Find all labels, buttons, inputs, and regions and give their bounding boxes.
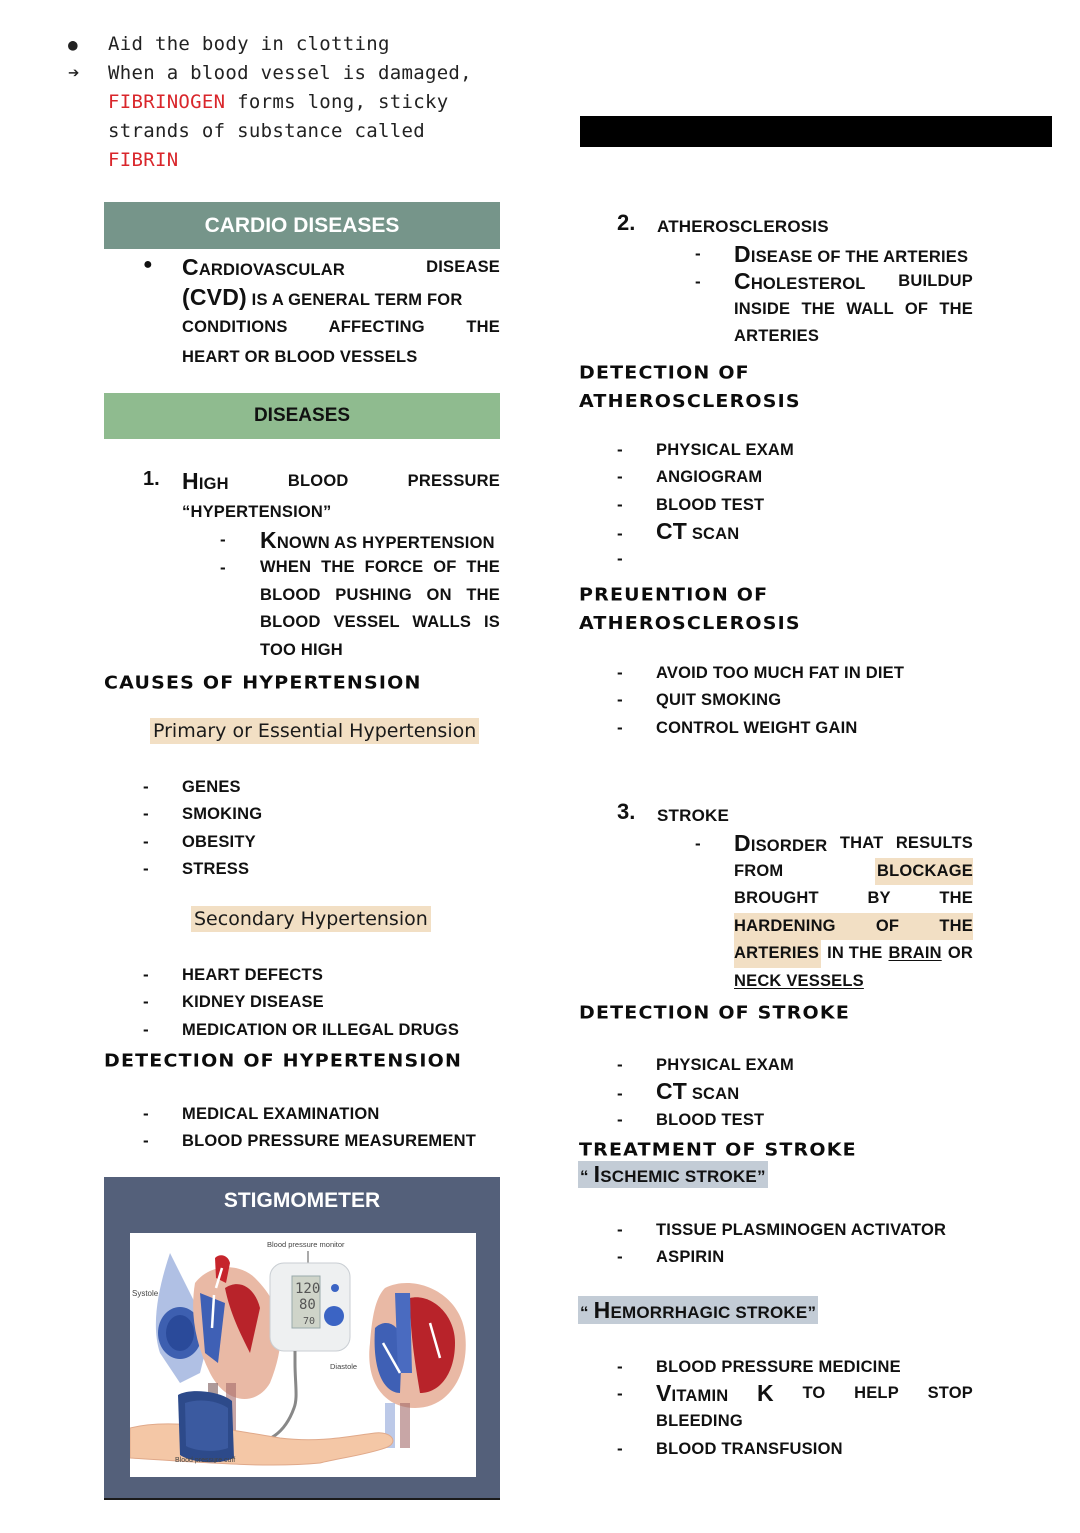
highlight-arteries: ARTERIES bbox=[734, 940, 821, 968]
list-item: - BLOOD PRESSURE MEDICINE bbox=[617, 1357, 901, 1376]
highlight-blockage: BLOCKAGE bbox=[875, 858, 973, 886]
dash-bullet: - bbox=[220, 558, 226, 577]
arrow-right-icon: ➔ bbox=[68, 62, 80, 84]
list-item: - PHYSICAL EXAM bbox=[617, 440, 794, 459]
list-item: - PHYSICAL EXAM bbox=[617, 1055, 794, 1074]
secondary-causes-list bbox=[143, 961, 503, 1043]
ischemic-stroke-label: “ ISCHEMIC STROKE” bbox=[580, 1161, 766, 1187]
detection-atherosclerosis-list bbox=[617, 436, 977, 572]
dash-bullet: - bbox=[695, 272, 701, 291]
list-item-empty: - bbox=[617, 549, 623, 569]
underline-brain: BRAIN bbox=[888, 944, 942, 962]
bullet-icon: ● bbox=[143, 256, 153, 273]
svg-text:80: 80 bbox=[299, 1297, 316, 1313]
hemorrhagic-treatment-list: - BLOOD PRESSURE MEDICINE - VITAMIN K TO HELP STOP BLEEDING - BLOOD TRANSFUSION bbox=[617, 1353, 977, 1380]
list-item: - CONTROL WEIGHT GAIN bbox=[617, 717, 858, 737]
list-item: - BLOOD TRANSFUSION bbox=[617, 1438, 843, 1458]
stigmometer-title: STIGMOMETER bbox=[223, 1189, 381, 1212]
intro-arrow-line: ➔ When a blood vessel is damaged, bbox=[68, 59, 528, 88]
list-item: - BLOOD TEST bbox=[617, 494, 765, 514]
svg-text:Diastole: Diastole bbox=[330, 1362, 358, 1371]
redaction-bar bbox=[580, 116, 1052, 147]
detection-hypertension-list bbox=[143, 1100, 503, 1155]
list-item: - GENES bbox=[143, 777, 241, 796]
list-item: - MEDICAL EXAMINATION bbox=[143, 1104, 380, 1123]
list-item: - ASPIRIN bbox=[617, 1247, 725, 1267]
dash-bullet: - bbox=[695, 244, 701, 263]
diseases-header: DISEASES bbox=[104, 393, 500, 439]
prevention-atherosclerosis-list bbox=[617, 659, 977, 741]
list-item: - STRESS bbox=[143, 858, 250, 878]
list-number: 3. bbox=[617, 799, 636, 824]
highlight-hardening: HARDENING OF THE bbox=[734, 913, 973, 941]
dash-bullet: - bbox=[695, 834, 701, 853]
primary-hypertension-label: Primary or Essential Hypertension bbox=[150, 718, 479, 744]
ischemic-treatment-list bbox=[617, 1216, 977, 1271]
causes-heading: CAUSES OF HYPERTENSION bbox=[104, 672, 422, 694]
list-item: - OBESITY bbox=[143, 831, 256, 851]
bullet-icon: ● bbox=[68, 35, 78, 54]
list-item: - HEART DEFECTS bbox=[143, 965, 324, 984]
intro-bullet-line: ● Aid the body in clotting bbox=[68, 30, 528, 59]
detection-atherosclerosis-heading: DETECTION OF ATHEROSCLEROSIS bbox=[579, 362, 801, 412]
prevention-atherosclerosis-heading: PREUENTION OF ATHEROSCLEROSIS bbox=[579, 584, 801, 634]
fibrin-term: FIBRIN bbox=[108, 149, 179, 171]
list-item: - KIDNEY DISEASE bbox=[143, 992, 324, 1012]
list-item: - CT SCAN bbox=[617, 1078, 740, 1105]
list-item: - SMOKING bbox=[143, 804, 263, 824]
secondary-hypertension-label: Secondary Hypertension bbox=[191, 906, 431, 932]
list-item: - BLOOD TEST bbox=[617, 1109, 765, 1129]
svg-text:Blood pressure cuff: Blood pressure cuff bbox=[175, 1457, 236, 1464]
list-item: - QUIT SMOKING bbox=[617, 690, 782, 710]
cardio-diseases-header: CARDIO DISEASES bbox=[104, 202, 500, 249]
blood-pressure-illustration bbox=[130, 1233, 476, 1477]
list-item: - TISSUE PLASMINOGEN ACTIVATOR bbox=[617, 1220, 947, 1239]
arm-with-cuff-icon bbox=[130, 1391, 393, 1465]
list-item: - CT SCAN bbox=[617, 517, 740, 544]
list-number: 2. bbox=[617, 210, 636, 235]
list-item: - MEDICATION OR ILLEGAL DRUGS bbox=[143, 1019, 460, 1039]
fibrinogen-term: FIBRINOGEN bbox=[108, 91, 226, 113]
svg-text:Blood pressure monitor: Blood pressure monitor bbox=[267, 1240, 345, 1249]
list-item: VITAMIN K TO HELP STOP BLEEDING bbox=[656, 1380, 973, 1430]
underline-neck-vessels: NECK VESSELS bbox=[734, 971, 864, 990]
list-number: 1. bbox=[143, 468, 160, 490]
list-item: - AVOID TOO MUCH FAT IN DIET bbox=[617, 663, 905, 682]
intro-block: ● Aid the body in clotting ➔ When a blood vessel is damaged, FIBRINOGEN forms long, sticky strands of substance called FIBRIN bbox=[68, 30, 528, 175]
stigmometer-panel bbox=[104, 1177, 500, 1500]
detection-stroke-heading: DETECTION OF STROKE bbox=[579, 1002, 851, 1024]
svg-text:Systole: Systole bbox=[132, 1289, 159, 1298]
heart-and-monitor-illustration bbox=[130, 1233, 476, 1477]
treatment-stroke-heading: TREATMENT OF STROKE bbox=[579, 1139, 857, 1161]
primary-causes-list bbox=[143, 773, 483, 882]
dash-bullet: - bbox=[220, 530, 226, 549]
detection-hypertension-heading: DETECTION OF HYPERTENSION bbox=[104, 1050, 463, 1072]
list-item: - BLOOD PRESSURE MEASUREMENT bbox=[143, 1131, 476, 1151]
svg-text:70: 70 bbox=[303, 1316, 316, 1327]
svg-text:120: 120 bbox=[295, 1281, 321, 1297]
diastole-heart-icon bbox=[369, 1283, 466, 1448]
hemorrhagic-stroke-label: “ HEMORRHAGIC STROKE” bbox=[580, 1297, 817, 1323]
list-item: - ANGIOGRAM bbox=[617, 467, 763, 487]
detection-stroke-list bbox=[617, 1051, 977, 1133]
